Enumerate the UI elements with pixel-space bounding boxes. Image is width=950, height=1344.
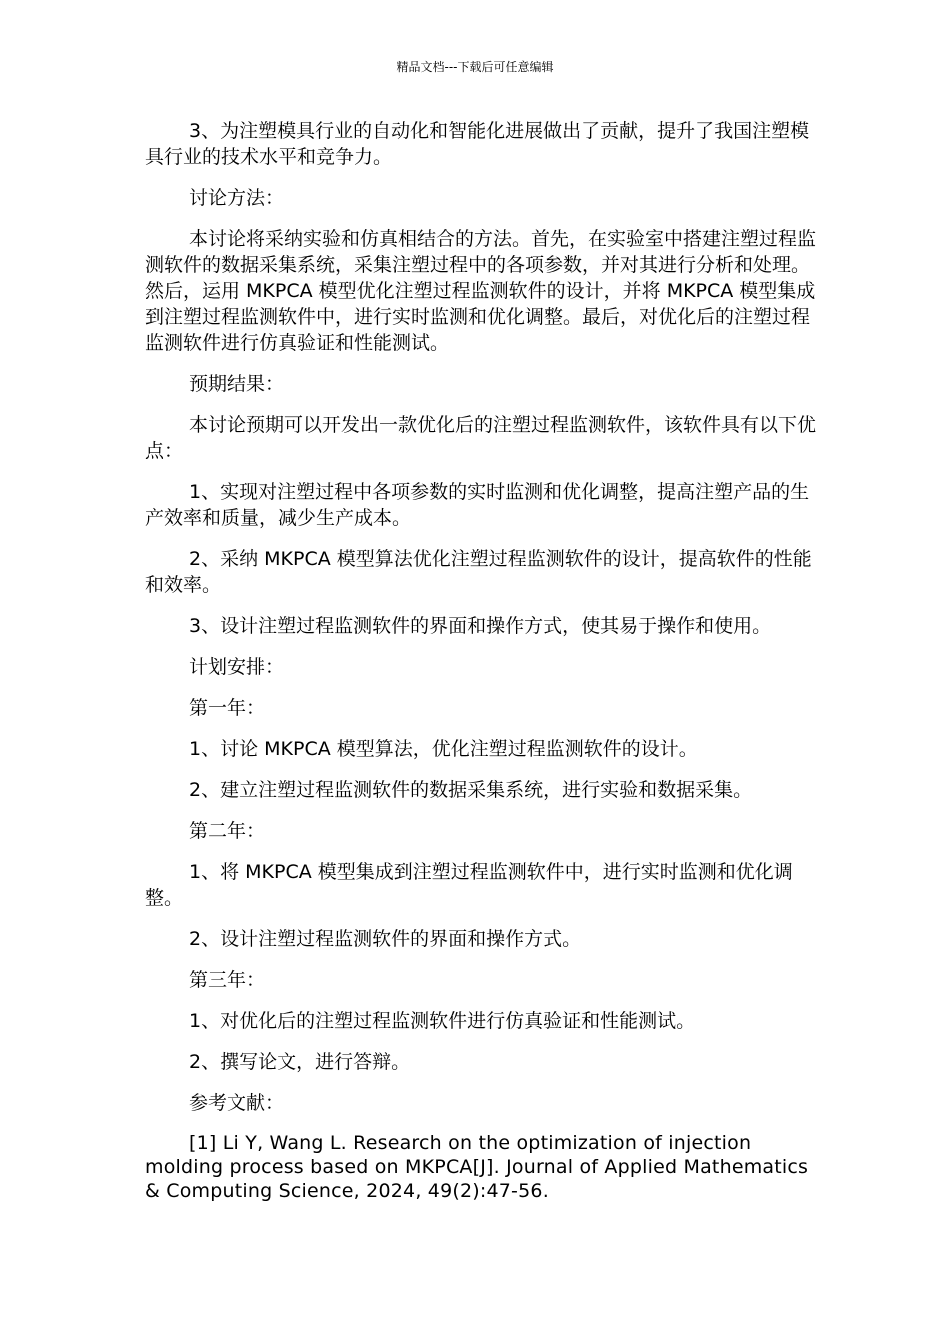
document-body [145,118,825,1218]
result-item-3: 3、设计注塑过程监测软件的界面和操作方式，使其易于操作和使用。 [189,615,772,637]
heading-year-2: 第二年： [189,820,266,842]
year-2-item-1: 1、将 MKPCA 模型集成到注塑过程监测软件中，进行实时监测和优化调整。 [145,861,793,909]
page-header: 精品文档---下载后可任意编辑 [396,60,554,74]
heading-methods: 讨论方法： [189,187,285,209]
reference-1: [1] Li Y, Wang L. Research on the optimization of injection molding process based on MKPCA[J]. Journal of Applied Mathematics & Computing Science, 2024, 49(2):47-56. [145,1132,809,1202]
heading-schedule: 计划安排： [189,656,285,678]
year-1-item-1: 1、讨论 MKPCA 模型算法，优化注塑过程监测软件的设计。 [189,738,698,760]
heading-year-1: 第一年： [189,697,266,719]
heading-expected-results: 预期结果： [189,373,285,395]
heading-year-3: 第三年： [189,969,266,991]
year-3-item-2: 2、撰写论文，进行答辩。 [189,1051,411,1073]
year-1-item-2: 2、建立注塑过程监测软件的数据采集系统，进行实验和数据采集。 [189,779,753,801]
result-item-1: 1、实现对注塑过程中各项参数的实时监测和优化调整，提高注塑产品的生产效率和质量，减少生产成本。 [145,481,810,529]
year-2-item-2: 2、设计注塑过程监测软件的界面和操作方式。 [189,928,582,950]
paragraph-contribution: 3、为注塑模具行业的自动化和智能化进展做出了贡献，提升了我国注塑模具行业的技术水平和竞争力。 [145,120,810,168]
heading-references: 参考文献： [189,1092,285,1114]
paragraph-methods: 本讨论将采纳实验和仿真相结合的方法。首先，在实验室中搭建注塑过程监测软件的数据采集系统，采集注塑过程中的各项参数，并对其进行分析和处理。然后，运用 MKPCA 模型优化注塑过程监测软件的设计，并将 MKPCA 模型集成到注塑过程监测软件中，进行实时监测和优化调整。最后，对优化后的注塑过程监测软件进行仿真验证和性能测试。 [145,228,817,354]
paragraph-expected-results: 本讨论预期可以开发出一款优化后的注塑过程监测软件，该软件具有以下优点： [145,414,817,462]
result-item-2: 2、采纳 MKPCA 模型算法优化注塑过程监测软件的设计，提高软件的性能和效率。 [145,548,812,596]
year-3-item-1: 1、对优化后的注塑过程监测软件进行仿真验证和性能测试。 [189,1010,696,1032]
